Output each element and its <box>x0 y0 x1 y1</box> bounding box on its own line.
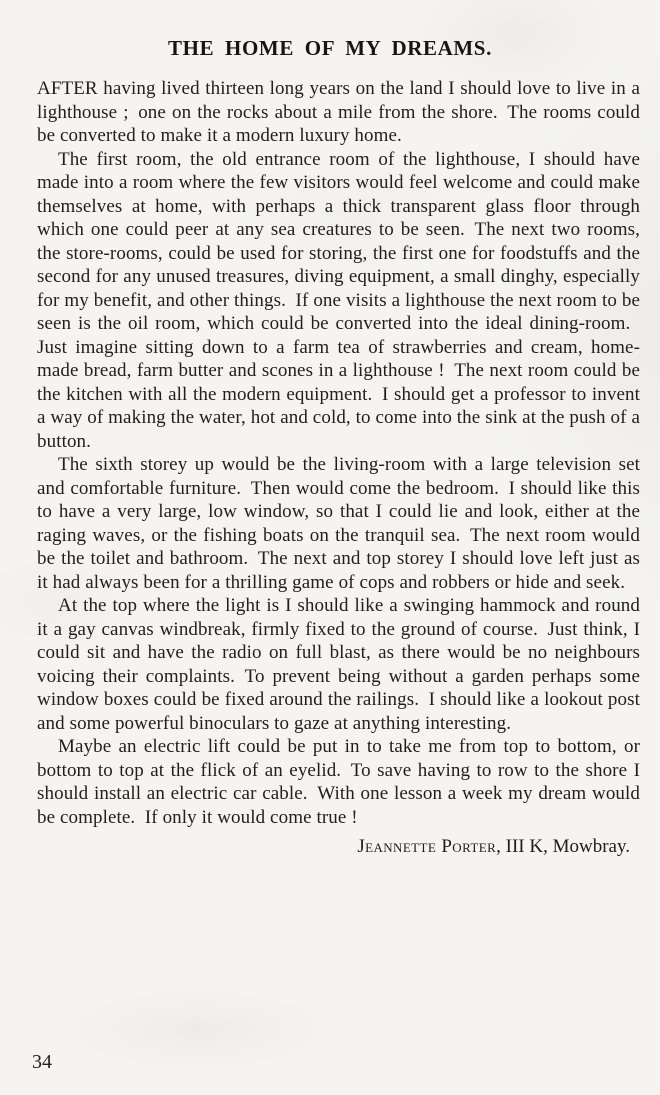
author-form-and-house: , III K, Mowbray. <box>496 836 630 857</box>
essay-paragraph: Maybe an electric lift could be put in to take me from top to bottom, or bottom to top at the flick of an eyelid. To save having to row to the shore I should install an electric car cable. With one lesson a week my dream would be complete. If only it would come true ! <box>37 736 640 828</box>
author-name: Jeannette Porter <box>357 836 497 857</box>
page-number: 34 <box>32 1051 52 1073</box>
author-signature <box>0 836 660 858</box>
essay-paragraph: At the top where the light is I should like a swinging hammock and round it a gay canvas windbreak, firmly fixed to the ground of course. Just think, I could sit and have the radio on full blast, as there would be no neighbours voicing their complaints. To prevent being without a garden perhaps some window boxes could be fixed around the railings. I should like a lookout post and some powerful binoculars to gaze at anything interesting. <box>37 595 640 734</box>
essay-paragraph: AFTER having lived thirteen long years on the land I should love to live in a lighthouse ; one on the rocks about a mile from the shore. The rooms could be converted to make it a modern luxury home. <box>37 78 640 146</box>
essay-paragraph: The first room, the old entrance room of the lighthouse, I should have made into a room where the few visitors would feel welcome and could make themselves at home, with perhaps a thick transparent glass floor through which one could peer at any sea creatures to be seen. The next two rooms, the store-rooms, could be used for storing, the first one for foodstuffs and the second for any unused treasures, diving equipment, a small dinghy, especially for my benefit, and other things. If one visits a lighthouse the next room to be seen is the oil room, which could be converted into the ideal dining-room. Just imagine sitting down to a farm tea of strawberries and cream, home-made bread, farm butter and scones in a lighthouse ! The next room could be the kitchen with all the modern equipment. I should get a professor to invent a way of making the water, hot and cold, to come into the sink at the push of a button. <box>37 148 640 452</box>
essay-title: THE HOME OF MY DREAMS. <box>168 36 492 60</box>
essay-body <box>37 77 640 829</box>
essay-paragraph: The sixth storey up would be the living-room with a large television set and comfortable furniture. Then would come the bedroom. I should like this to have a very large, low window, so that I could lie and look, either at the raging waves, or the fishing boats on the tranquil sea. The next room would be the toilet and bathroom. The next and top storey I should love left just as it had always been for a thrilling game of cops and robbers or hide and seek. <box>37 454 640 593</box>
